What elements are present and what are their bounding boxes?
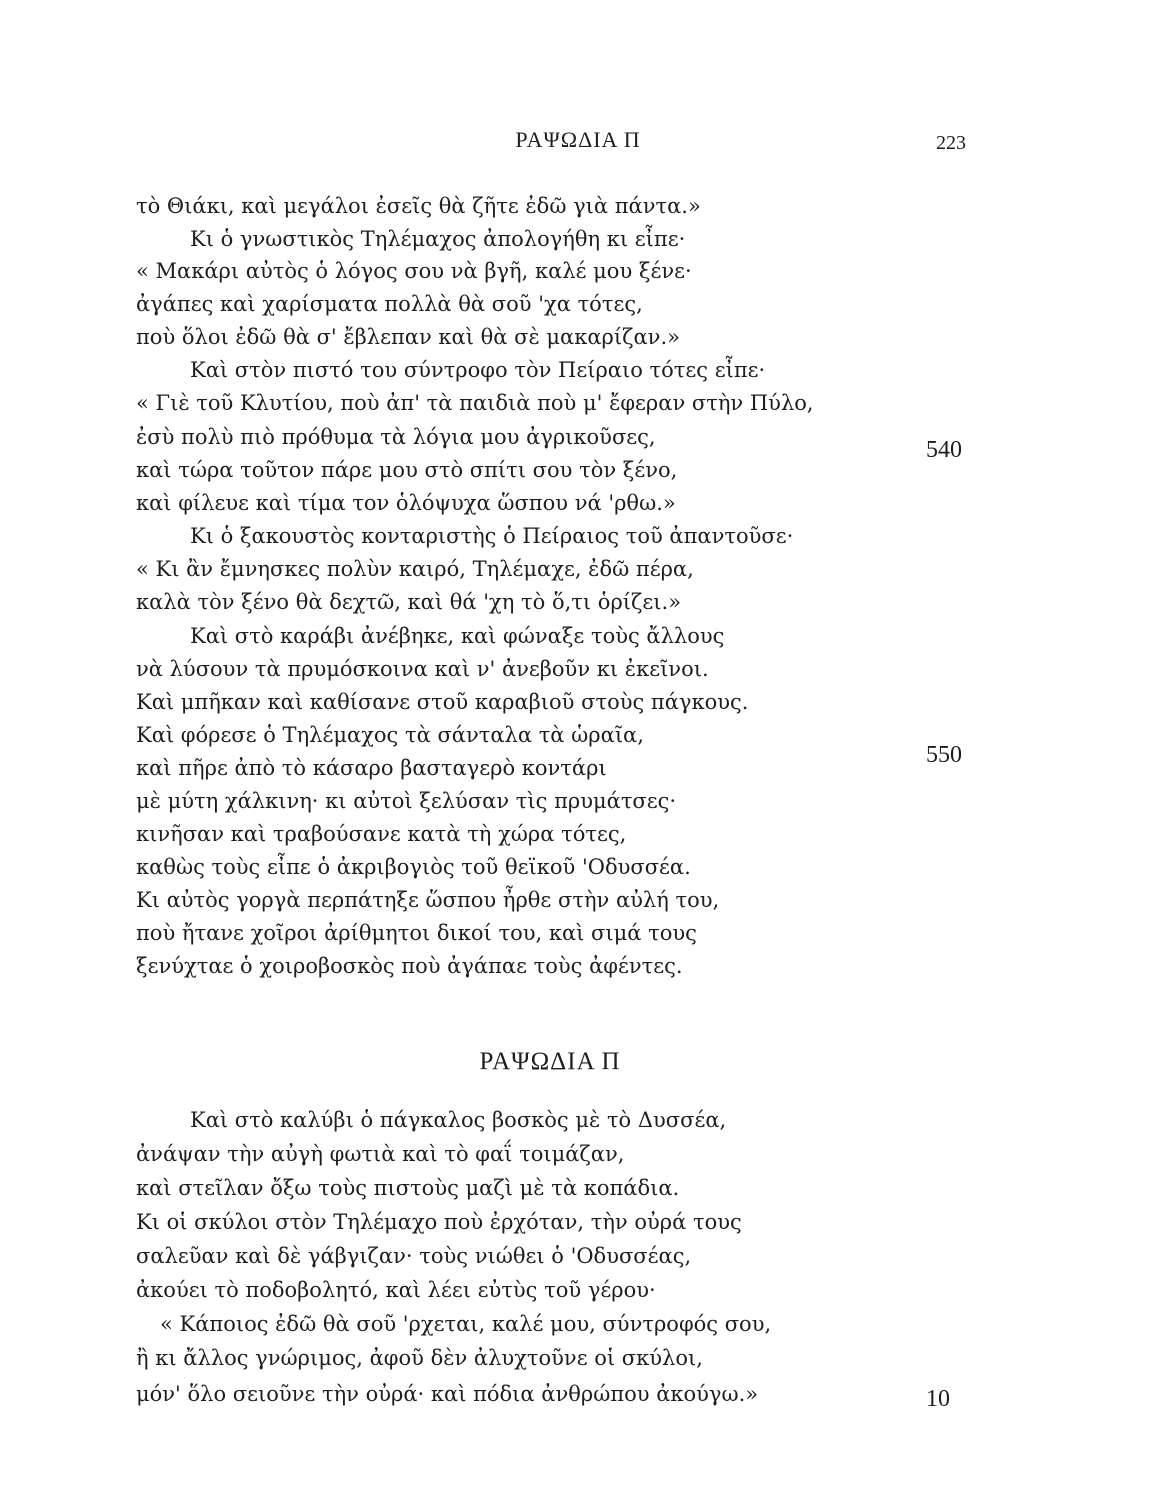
verse-line: Καὶ μπῆκαν καὶ καθίσανε στοῦ καραβιοῦ στοὺς πάγκους. <box>136 690 749 714</box>
verse-line: Κι ὁ γνωστικὸς Τηλέμαχος ἀπολογήθη κι εἶπε· <box>190 227 686 251</box>
verse-line: Καὶ στὸν πιστό του σύντροφο τὸν Πείραιο τότες εἶπε· <box>190 358 766 382</box>
line-number: 550 <box>926 742 962 768</box>
running-head: ΡΑΨΩΔΙΑ Π <box>515 127 641 152</box>
verse-line: Κι αὐτὸς γοργὰ περπάτηξε ὥσπου ἦρθε στὴν αὐλή του, <box>136 888 720 912</box>
verse-line: καὶ τώρα τοῦτον πάρε μου στὸ σπίτι σου τὸν ξένο, <box>136 458 678 482</box>
verse-line: μὲ μύτη χάλκινη· κι αὐτοὶ ξελύσαν τὶς πρυμάτσες· <box>136 789 677 813</box>
verse-line: ἢ κι ἄλλος γνώριμος, ἀφοῦ δὲν ἀλυχτοῦνε οἱ σκύλοι, <box>136 1346 703 1370</box>
verse-line: Κι οἱ σκύλοι στὸν Τηλέμαχο ποὺ ἐρχόταν, τὴν οὐρά τους <box>136 1210 742 1234</box>
verse-line: νὰ λύσουν τὰ πρυμόσκοινα καὶ ν' ἀνεβοῦν κι ἐκεῖνοι. <box>136 657 709 681</box>
verse-line: καθὼς τοὺς εἶπε ὁ ἀκριβογιὸς τοῦ θεϊκοῦ 'Οδυσσέα. <box>136 855 691 879</box>
verse-line: ἀγάπες καὶ χαρίσματα πολλὰ θὰ σοῦ 'χα τότες, <box>136 292 643 316</box>
verse-line: μόν' ὅλο σειοῦνε τὴν οὐρά· καὶ πόδια ἀνθρώπου ἀκούγω.» <box>136 1382 759 1406</box>
verse-line: Καὶ στὸ καράβι ἀνέβηκε, καὶ φώναξε τοὺς ἄλλους <box>190 624 725 648</box>
verse-line: ἀκούει τὸ ποδοβολητό, καὶ λέει εὐτὺς τοῦ γέρου· <box>136 1278 656 1302</box>
verse-line: ξενύχταε ὁ χοιροβοσκὸς ποὺ ἀγάπαε τοὺς ἀφέντες. <box>136 954 683 978</box>
verse-line: καὶ φίλευε καὶ τίμα τον ὁλόψυχα ὥσπου νά 'ρθω.» <box>136 491 676 515</box>
verse-line: σαλεῦαν καὶ δὲ γάβγιζαν· τοὺς νιώθει ὁ 'Οδυσσέας, <box>136 1244 692 1268</box>
verse-line: « Γιὲ τοῦ Κλυτίου, ποὺ ἀπ' τὰ παιδιὰ ποὺ μ' ἔφεραν στὴν Πύλο, <box>136 391 814 415</box>
verse-line: ποὺ ἤτανε χοῖροι ἀρίθμητοι δικοί του, καὶ σιμά τους <box>136 921 697 945</box>
verse-line: ἀνάψαν τὴν αὐγὴ φωτιὰ καὶ τὸ φαΐ τοιμάζαν, <box>136 1142 625 1166</box>
verse-line: Κι ὁ ξακουστὸς κονταριστὴς ὁ Πείραιος τοῦ ἀπαντοῦσε· <box>190 524 794 548</box>
verse-line: ποὺ ὅλοι ἐδῶ θὰ σ' ἔβλεπαν καὶ θὰ σὲ μακαρίζαν.» <box>136 325 680 349</box>
verse-line: ἐσὺ πολὺ πιὸ πρόθυμα τὰ λόγια μου ἀγρικοῦσες, <box>136 425 656 449</box>
verse-line: καλὰ τὸν ξένο θὰ δεχτῶ, καὶ θά 'χη τὸ ὅ,τι ὁρίζει.» <box>136 590 682 614</box>
verse-line: τὸ Θιάκι, καὶ μεγάλοι ἐσεῖς θὰ ζῆτε ἐδῶ γιὰ πάντα.» <box>136 194 701 218</box>
verse-line: καὶ πῆρε ἀπὸ τὸ κάσαρο βασταγερὸ κοντάρι <box>136 756 607 780</box>
verse-line: καὶ στεῖλαν ὄξω τοὺς πιστοὺς μαζὶ μὲ τὰ κοπάδια. <box>136 1176 680 1200</box>
verse-line: « Κι ἂν ἔμνησκες πολὺν καιρό, Τηλέμαχε, ἐδῶ πέρα, <box>136 557 694 581</box>
verse-line: Καὶ στὸ καλύβι ὁ πάγκαλος βοσκὸς μὲ τὸ Δυσσέα, <box>190 1108 727 1132</box>
page-number: 223 <box>936 132 966 154</box>
line-number: 540 <box>926 437 962 463</box>
verse-line: Καὶ φόρεσε ὁ Τηλέμαχος τὰ σάνταλα τὰ ὡραῖα, <box>136 723 644 747</box>
verse-line: « Κάποιος ἐδῶ θὰ σοῦ 'ρχεται, καλέ μου, σύντροφός σου, <box>160 1312 772 1336</box>
verse-line: κινῆσαν καὶ τραβούσανε κατὰ τὴ χώρα τότες, <box>136 822 627 846</box>
line-number: 10 <box>926 1386 950 1412</box>
verse-line: « Μακάρι αὐτὸς ὁ λόγος σου νὰ βγῆ, καλέ μου ξένε· <box>136 259 692 283</box>
section-title: ΡΑΨΩΔΙΑ Π <box>479 1048 621 1075</box>
